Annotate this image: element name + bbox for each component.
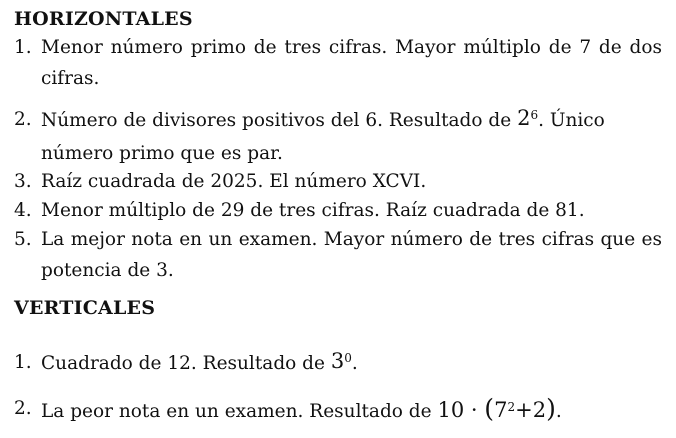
clue-text: [41, 347, 662, 381]
power-base: 3: [330, 349, 345, 373]
clue-number: 1.: [14, 37, 32, 58]
clue-text: Raíz cuadrada de 2025. El número XCVI.: [41, 171, 427, 192]
math-close-paren: ): [546, 394, 556, 423]
clue-text: Menor número primo de tres cifras. Mayor múltiplo de 7 de dos cifras.: [41, 37, 662, 89]
clue-text: [41, 393, 662, 429]
clue-vertical-2: [14, 393, 662, 429]
power-expression: [331, 349, 352, 373]
clue-text-before: Cuadrado de 12. Resultado de: [41, 353, 325, 374]
clue-number: 5.: [14, 229, 32, 250]
clue-horizontal-1: [14, 32, 662, 94]
math-base: 7: [494, 398, 508, 422]
math-plus: +: [515, 398, 533, 422]
math-expression: [437, 394, 556, 423]
clue-text-before: Número de divisores positivos del 6. Resultado de: [41, 110, 512, 131]
power-exponent: 0: [344, 351, 352, 365]
clue-text: La mejor nota en un examen. Mayor número de tres cifras que es potencia de 3.: [41, 229, 662, 281]
clue-horizontal-2: [14, 104, 662, 169]
math-exponent: 2: [507, 400, 516, 414]
clue-text: [41, 104, 662, 169]
clue-number: 2.: [14, 109, 32, 130]
clue-vertical-1: [14, 347, 662, 381]
power-expression: [517, 106, 538, 130]
power-base: 2: [517, 106, 531, 130]
math-dot: ·: [470, 398, 478, 422]
math-open-paren: (: [484, 394, 495, 423]
math-coefficient: 10: [437, 398, 465, 422]
clue-text-after: .: [555, 401, 562, 422]
clue-text: Menor múltiplo de 29 de tres cifras. Raíz cuadrada de 81.: [41, 200, 585, 221]
clue-number: 4.: [14, 200, 32, 221]
clue-text-after: . Único número primo que es par.: [41, 110, 605, 164]
heading-verticales: VERTICALES: [14, 297, 156, 319]
math-addend: 2: [532, 398, 547, 422]
power-exponent: 6: [530, 108, 539, 122]
clue-number: 3.: [14, 171, 32, 192]
clue-text-before: La peor nota en un examen. Resultado de: [41, 401, 432, 422]
clue-number: 1.: [14, 352, 32, 373]
clue-horizontal-4: [14, 195, 662, 226]
clue-horizontal-3: [14, 166, 662, 197]
clue-number: 2.: [14, 398, 32, 419]
clue-text-after: .: [351, 353, 358, 374]
clue-horizontal-5: [14, 224, 662, 286]
heading-horizontales: HORIZONTALES: [14, 8, 193, 30]
